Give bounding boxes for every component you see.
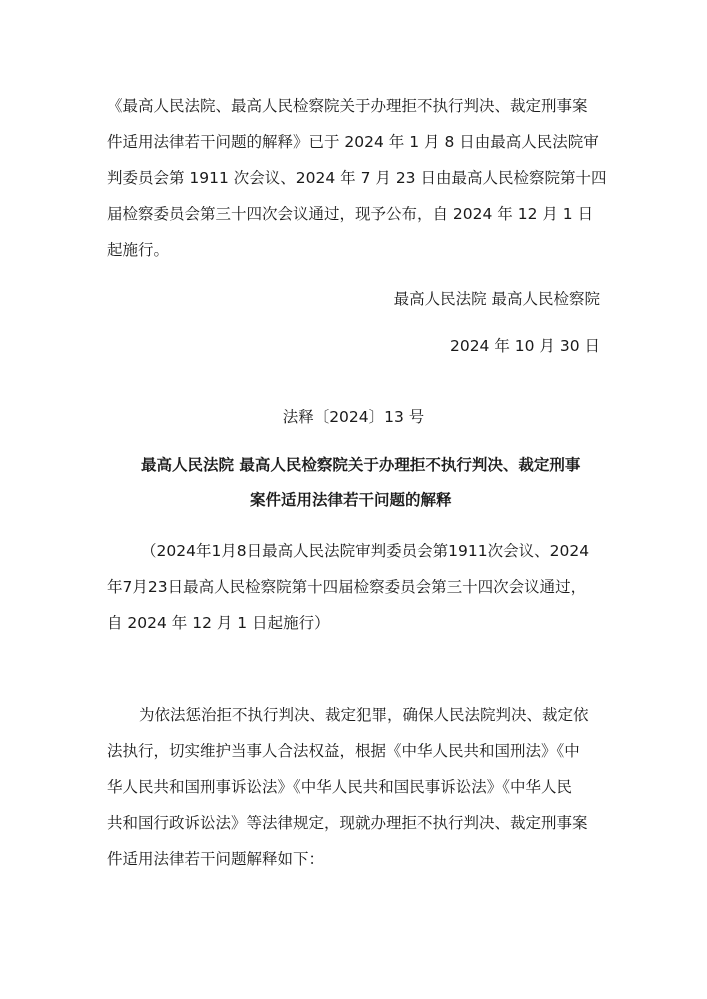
announcement-paragraph [107,88,607,268]
preamble-paragraph [107,697,602,877]
preamble-line: 华人民共和国刑事诉讼法》《中华人民共和国民事诉讼法》《中华人民 [107,778,573,796]
issuing-authorities: 最高人民法院 最高人民检察院 [393,290,600,308]
announcement-line: 《最高人民法院、最高人民检察院关于办理拒不执行判决、裁定刑事案 [107,97,588,115]
document-title-line-1: 最高人民法院 最高人民检察院关于办理拒不执行判决、裁定刑事 [141,456,581,474]
announcement-line: 届检察委员会第三十四次会议通过，现予公布，自 2024 年 12 月 1 日 [107,205,594,223]
issue-date: 2024 年 10 月 30 日 [449,337,600,355]
adoption-note-line: 自 2024 年 12 月 1 日起施行） [107,614,330,632]
announcement-line: 起施行。 [107,241,170,259]
announcement-line: 件适用法律若干问题的解释》已于 2024 年 1 月 8 日由最高人民法院审 [107,133,599,151]
adoption-note-line: （2024年1月8日最高人民法院审判委员会第1911次会议、2024 [141,542,590,560]
preamble-line: 为依法惩治拒不执行判决、裁定犯罪，确保人民法院判决、裁定依 [139,706,589,724]
preamble-line: 共和国行政诉讼法》等法律规定，现就办理拒不执行判决、裁定刑事案 [107,814,588,832]
preamble-line: 法执行，切实维护当事人合法权益，根据《中华人民共和国刑法》《中 [107,742,580,760]
adoption-note-line: 年7月23日最高人民检察院第十四届检察委员会第三十四次会议通过， [107,578,587,596]
preamble-line: 件适用法律若干问题解释如下： [107,850,325,868]
adoption-note [107,533,602,641]
document-title-line-2: 案件适用法律若干问题的解释 [250,491,452,509]
announcement-line: 判委员会第 1911 次会议、2024 年 7 月 23 日由最高人民检察院第十四 [107,169,607,187]
document-number: 法释〔2024〕13 号 [282,408,425,426]
